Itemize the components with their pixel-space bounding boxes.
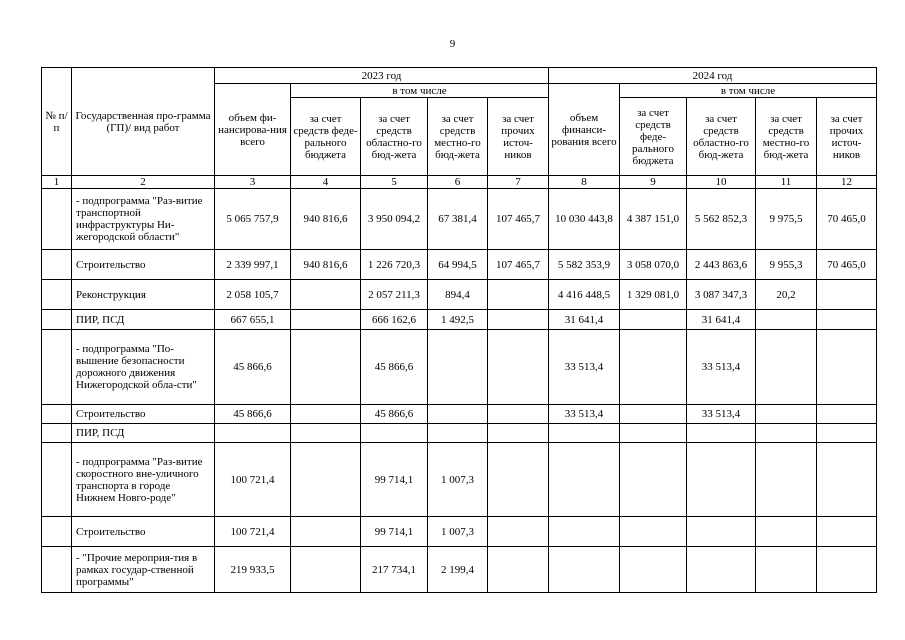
value-cell: 107 465,7 [488,189,549,250]
value-cell: 3 058 070,0 [620,250,687,280]
header-regional-2024: за счет средств областно-го бюд-жета [687,98,756,176]
value-cell: 45 866,6 [361,330,428,405]
value-cell [756,405,817,424]
value-cell: 2 058 105,7 [215,280,291,310]
value-cell [488,443,549,517]
value-cell [756,443,817,517]
value-cell: 1 226 720,3 [361,250,428,280]
program-name-cell: Строительство [72,517,215,547]
program-name-cell: - подпрограмма "Раз-витие транспортной инфраструктуры Ни-жегородской области" [72,189,215,250]
value-cell [488,330,549,405]
value-cell [291,310,361,330]
row-number-cell [42,405,72,424]
index-cell: 9 [620,176,687,189]
table-row [42,310,877,330]
value-cell: 45 866,6 [215,405,291,424]
program-name-cell: ПИР, ПСД [72,424,215,443]
header-year-2024: 2024 год [549,68,877,84]
value-cell [488,280,549,310]
table-row [42,424,877,443]
program-name-cell: Реконструкция [72,280,215,310]
value-cell [291,330,361,405]
value-cell [756,424,817,443]
value-cell: 219 933,5 [215,547,291,593]
value-cell [620,330,687,405]
value-cell [620,443,687,517]
header-federal-2024: за счет средств феде-рального бюджета [620,98,687,176]
program-name-cell: - подпрограмма "Раз-витие скоростного вне-уличного транспорта в городе Нижнем Новго-роде" [72,443,215,517]
index-cell: 4 [291,176,361,189]
index-cell: 5 [361,176,428,189]
row-number-cell [42,547,72,593]
program-name-cell: Строительство [72,405,215,424]
table-row [42,189,877,250]
value-cell [549,443,620,517]
index-cell: 12 [817,176,877,189]
value-cell [361,424,428,443]
value-cell: 5 562 852,3 [687,189,756,250]
header-regional-2023: за счет средств областно-го бюд-жета [361,98,428,176]
value-cell: 100 721,4 [215,443,291,517]
value-cell [817,547,877,593]
index-cell: 1 [42,176,72,189]
row-number-cell [42,517,72,547]
header-program: Государственная про-грамма (ГП)/ вид работ [72,68,215,176]
value-cell [549,424,620,443]
value-cell [620,424,687,443]
row-number-cell [42,330,72,405]
value-cell [620,310,687,330]
index-cell: 3 [215,176,291,189]
program-name-cell: - подпрограмма "По-вышение безопасности дорожного движения Нижегородской обла-сти" [72,330,215,405]
value-cell [756,330,817,405]
value-cell: 31 641,4 [687,310,756,330]
value-cell [687,547,756,593]
value-cell [291,424,361,443]
value-cell [549,517,620,547]
value-cell: 64 994,5 [428,250,488,280]
value-cell [215,424,291,443]
value-cell [428,330,488,405]
value-cell [756,517,817,547]
index-cell: 2 [72,176,215,189]
row-number-cell [42,424,72,443]
header-in-total-2023: в том числе [291,84,549,98]
value-cell [817,405,877,424]
index-cell: 8 [549,176,620,189]
value-cell: 894,4 [428,280,488,310]
index-cell: 7 [488,176,549,189]
value-cell: 9 955,3 [756,250,817,280]
value-cell [488,547,549,593]
value-cell [620,547,687,593]
value-cell [817,517,877,547]
value-cell: 4 387 151,0 [620,189,687,250]
table-row [42,517,877,547]
value-cell [291,517,361,547]
header-in-total-2024: в том числе [620,84,877,98]
header-year-2023: 2023 год [215,68,549,84]
value-cell: 2 339 997,1 [215,250,291,280]
value-cell [756,310,817,330]
value-cell [756,547,817,593]
value-cell [620,405,687,424]
value-cell: 45 866,6 [361,405,428,424]
row-number-cell [42,189,72,250]
header-local-2024: за счет средств местно-го бюд-жета [756,98,817,176]
value-cell: 31 641,4 [549,310,620,330]
value-cell [549,547,620,593]
table-row [42,330,877,405]
value-cell: 1 329 081,0 [620,280,687,310]
value-cell [488,424,549,443]
program-name-cell: ПИР, ПСД [72,310,215,330]
table-row [42,443,877,517]
program-name-cell: - "Прочие мероприя-тия в рамках государ-ственной программы" [72,547,215,593]
value-cell: 67 381,4 [428,189,488,250]
value-cell: 99 714,1 [361,443,428,517]
value-cell [687,517,756,547]
table-row [42,280,877,310]
value-cell [488,517,549,547]
header-total-2024: объем финанси-рования всего [549,84,620,176]
table-row [42,405,877,424]
row-number-cell [42,250,72,280]
index-cell: 6 [428,176,488,189]
value-cell: 666 162,6 [361,310,428,330]
row-number-cell [42,310,72,330]
value-cell [488,405,549,424]
header-local-2023: за счет средств местно-го бюд-жета [428,98,488,176]
row-number-cell [42,280,72,310]
value-cell: 940 816,6 [291,250,361,280]
value-cell: 5 582 353,9 [549,250,620,280]
value-cell [817,280,877,310]
value-cell [687,424,756,443]
value-cell [817,330,877,405]
value-cell: 9 975,5 [756,189,817,250]
value-cell: 4 416 448,5 [549,280,620,310]
value-cell: 33 513,4 [549,405,620,424]
value-cell: 100 721,4 [215,517,291,547]
value-cell: 10 030 443,8 [549,189,620,250]
value-cell [817,443,877,517]
value-cell: 5 065 757,9 [215,189,291,250]
value-cell [687,443,756,517]
value-cell: 3 087 347,3 [687,280,756,310]
value-cell: 217 734,1 [361,547,428,593]
header-federal-2023: за счет средств феде-рального бюджета [291,98,361,176]
value-cell: 1 492,5 [428,310,488,330]
value-cell: 940 816,6 [291,189,361,250]
value-cell [428,405,488,424]
value-cell [291,547,361,593]
value-cell: 45 866,6 [215,330,291,405]
value-cell [291,443,361,517]
header-no: № п/п [42,68,72,176]
table-row [42,547,877,593]
value-cell: 3 950 094,2 [361,189,428,250]
value-cell [428,424,488,443]
value-cell: 2 443 863,6 [687,250,756,280]
index-cell: 11 [756,176,817,189]
header-other-2024: за счет прочих источ-ников [817,98,877,176]
row-number-cell [42,443,72,517]
value-cell: 33 513,4 [687,405,756,424]
value-cell [291,405,361,424]
value-cell: 20,2 [756,280,817,310]
value-cell: 1 007,3 [428,517,488,547]
header-total-2023: объем фи-нансирова-ния всего [215,84,291,176]
value-cell: 107 465,7 [488,250,549,280]
value-cell: 667 655,1 [215,310,291,330]
value-cell: 2 199,4 [428,547,488,593]
value-cell: 70 465,0 [817,250,877,280]
value-cell: 2 057 211,3 [361,280,428,310]
value-cell [291,280,361,310]
value-cell [817,310,877,330]
financing-table [41,67,877,593]
value-cell: 33 513,4 [687,330,756,405]
value-cell: 70 465,0 [817,189,877,250]
value-cell: 99 714,1 [361,517,428,547]
program-name-cell: Строительство [72,250,215,280]
value-cell [817,424,877,443]
value-cell [620,517,687,547]
value-cell: 33 513,4 [549,330,620,405]
table-row [42,250,877,280]
index-cell: 10 [687,176,756,189]
value-cell [488,310,549,330]
value-cell: 1 007,3 [428,443,488,517]
page-number: 9 [449,38,456,50]
header-other-2023: за счет прочих источ-ников [488,98,549,176]
